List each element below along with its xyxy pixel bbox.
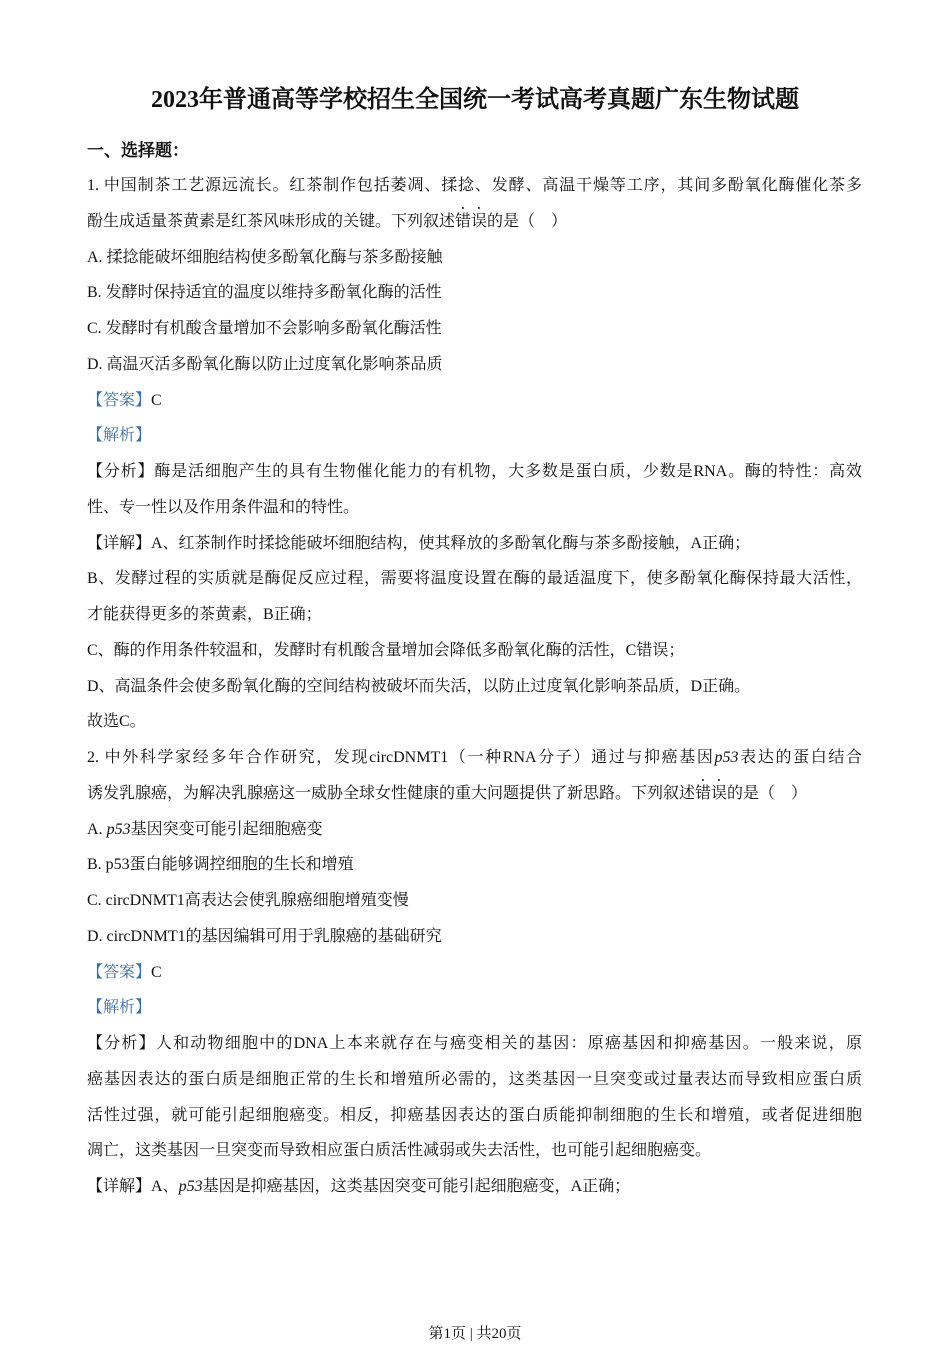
text-line bbox=[87, 883, 862, 919]
text-segment: 诱发乳腺癌，为解决乳腺癌这一威胁全球女性健康的重大问题提供了新思路。下列叙述 bbox=[87, 784, 696, 802]
text-segment: D. 高温灭活多酚氧化酶以防止过度氧化影响茶品质 bbox=[87, 355, 443, 373]
text-line bbox=[87, 990, 862, 1026]
text-segment: B. p53蛋白能够调控细胞的生长和增殖 bbox=[87, 856, 354, 874]
text-segment: 才能获得更多的茶黄素，B正确； bbox=[87, 606, 322, 623]
text-line bbox=[87, 1062, 862, 1098]
text-segment: 【分析】酶是活细胞产生的具有生物催化能力的有机物，大多数是蛋白质，少数是RNA。酶的特性：高效 bbox=[87, 463, 862, 480]
text-line bbox=[87, 490, 862, 526]
text-segment: p53 bbox=[106, 820, 131, 838]
text-segment: 2. 中外科学家经多年合作研究，发现circDNMT1（一种RNA分子）通过与抑癌基因 bbox=[87, 749, 715, 766]
text-line bbox=[87, 704, 862, 740]
text-segment: C. circDNMT1高表达会使乳腺癌细胞增殖变慢 bbox=[87, 892, 409, 909]
text-line bbox=[87, 1098, 862, 1134]
text-segment: C. 发酵时有机酸含量增加不会影响多酚氧化酶活性 bbox=[87, 320, 442, 337]
text-line bbox=[87, 275, 862, 311]
text-line bbox=[87, 633, 862, 669]
text-segment: 凋亡，这类基因一旦突变而导致相应蛋白质活性减弱或失去活性，也可能引起细胞癌变。 bbox=[87, 1142, 712, 1160]
section-label: 【答案】 bbox=[87, 963, 152, 981]
text-line bbox=[87, 168, 862, 204]
text-segment: 活性过强，就可能引起细胞癌变。相反，抑癌基因表达的蛋白质能抑制细胞的生长和增殖，或者促进细胞 bbox=[87, 1106, 862, 1124]
text-line bbox=[87, 919, 862, 955]
text-segment: A. 揉捻能破坏细胞结构使多酚氧化酶与茶多酚接触 bbox=[87, 248, 443, 266]
text-segment: 【分析】人和动物细胞中的DNA上本来就存在与癌变相关的基因：原癌基因和抑癌基因。一般来说，原 bbox=[87, 1035, 862, 1052]
text-line bbox=[87, 347, 862, 383]
text-segment: 基因是抑癌基因，这类基因突变可能引起细胞癌变，A正确； bbox=[202, 1178, 631, 1195]
emphasis-text: 错误 bbox=[455, 212, 488, 230]
text-line bbox=[87, 669, 862, 705]
emphasis-text: 错误 bbox=[695, 784, 728, 802]
text-segment: C、酶的作用条件较温和，发酵时有机酸含量增加会降低多酚氧化酶的活性，C错误； bbox=[87, 641, 685, 659]
text-line bbox=[87, 240, 862, 276]
text-segment: 酚生成适量茶黄素是红茶风味形成的关键。下列叙述 bbox=[87, 212, 456, 230]
text-segment: p53 bbox=[178, 1178, 203, 1195]
text-segment: C bbox=[151, 963, 162, 981]
text-segment: A. bbox=[87, 820, 107, 838]
text-segment: 的是（ ） bbox=[487, 212, 568, 230]
text-line bbox=[87, 1169, 862, 1205]
text-segment: 性、专一性以及作用条件温和的特性。 bbox=[87, 498, 360, 516]
text-segment: D. circDNMT1的基因编辑可用于乳腺癌的基础研究 bbox=[87, 927, 442, 945]
text-line bbox=[87, 526, 862, 562]
text-segment: 【详解】A、红茶制作时揉捻能破坏细胞结构，使其释放的多酚氧化酶与茶多酚接触，A正确； bbox=[87, 534, 751, 552]
text-line bbox=[87, 561, 862, 597]
text-line bbox=[87, 311, 862, 347]
text-segment: 癌基因表达的蛋白质是细胞正常的生长和增殖所必需的，这类基因一旦突变或过量表达而导致相应蛋白质 bbox=[87, 1070, 862, 1088]
text-segment: 【详解】A、 bbox=[87, 1178, 179, 1195]
section-label: 【解析】 bbox=[87, 427, 152, 445]
text-segment: 基因突变可能引起细胞癌变 bbox=[130, 820, 323, 838]
section-heading: 一、选择题： bbox=[87, 141, 189, 160]
text-segment: B. 发酵时保持适宜的温度以维持多酚氧化酶的活性 bbox=[87, 284, 442, 302]
text-segment: 的是（ ） bbox=[727, 784, 808, 802]
text-line bbox=[87, 454, 862, 490]
document-title: 2023年普通高等学校招生全国统一考试高考真题广东生物试题 bbox=[151, 87, 799, 113]
text-line bbox=[87, 383, 862, 419]
section-label: 【解析】 bbox=[87, 999, 152, 1017]
text-segment: D、高温条件会使多酚氧化酶的空间结构被破坏而失活，以防止过度氧化影响茶品质，D正确。 bbox=[87, 677, 751, 695]
text-line bbox=[87, 776, 862, 812]
text-segment: p53 bbox=[714, 749, 739, 766]
text-segment: 1. 中国制茶工艺源远流长。红茶制作包括萎凋、揉捻、发酵、高温干燥等工序，其间多酚氧化酶催化茶多 bbox=[87, 177, 862, 194]
text-line bbox=[87, 740, 862, 776]
section-label: 【答案】 bbox=[87, 391, 152, 409]
text-line bbox=[87, 418, 862, 454]
text-segment: B、发酵过程的实质就是酶促反应过程，需要将温度设置在酶的最适温度下，使多酚氧化酶保持最大活性， bbox=[87, 570, 862, 588]
text-line bbox=[87, 1026, 862, 1062]
text-segment: C bbox=[151, 391, 162, 409]
text-segment: 表达的蛋白结合 bbox=[738, 749, 862, 766]
text-line bbox=[87, 597, 862, 633]
text-line bbox=[87, 204, 862, 240]
text-line bbox=[87, 955, 862, 991]
page-footer: 第1页 | 共20页 bbox=[428, 1326, 522, 1342]
text-line bbox=[87, 1133, 862, 1169]
text-line bbox=[87, 812, 862, 848]
text-line bbox=[87, 847, 862, 883]
document-body bbox=[87, 168, 862, 1205]
text-segment: 故选C。 bbox=[87, 713, 146, 731]
